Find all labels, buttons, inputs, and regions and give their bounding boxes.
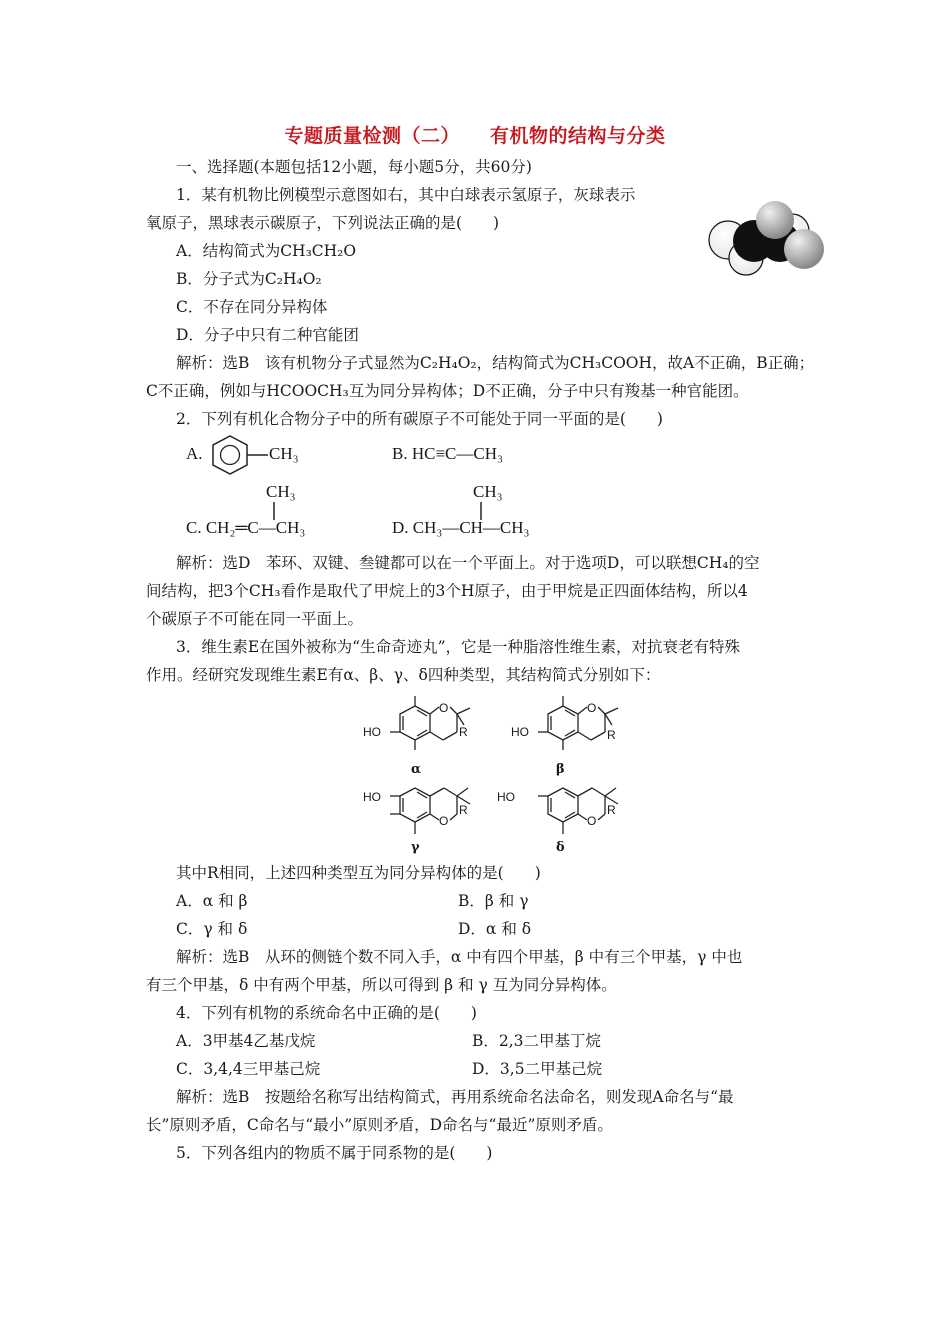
alpha-o: O [439, 701, 449, 715]
alpha-ho: HO [363, 725, 381, 739]
q4-answer-line2: 长”原则矛盾，C命名与“最小”原则矛盾，D命名与“最近”原则矛盾。 [146, 1116, 613, 1134]
label-delta: δ [556, 840, 565, 855]
q4-option-c: C．3,4,4三甲基己烷 [176, 1060, 321, 1078]
q2-stem: 2．下列有机化合物分子中的所有碳原子不可能处于同一平面的是( ) [176, 410, 663, 428]
q4-option-a: A．3甲基4乙基戊烷 [176, 1032, 316, 1050]
q1-option-a: A．结构简式为CH₃CH₂O [176, 242, 357, 260]
q1-stem-line1: 1．某有机物比例模型示意图如右，其中白球表示氢原子，灰球表示 [176, 186, 636, 204]
beta-r: R [607, 728, 616, 742]
q5-stem: 5．下列各组内的物质不属于同系物的是( ) [176, 1144, 493, 1162]
q3-stem-line3: 其中R相同，上述四种类型互为同分异构体的是( ) [176, 864, 541, 882]
oxygen-atom [784, 229, 824, 269]
benzene-ring-icon [210, 432, 270, 478]
q3-option-b: B．β 和 γ [458, 892, 529, 910]
beta-o: O [587, 701, 597, 715]
q1-option-b: B．分子式为C₂H₄O₂ [176, 270, 322, 288]
title-sub: 有机物的结构与分类 [490, 125, 666, 147]
q3-stem-line1: 3．维生素E在国外被称为“生命奇迹丸”，它是一种脂溶性维生素，对抗衰老有特殊 [176, 638, 741, 656]
q3-stem-line2: 作用。经研究发现维生素E有α、β、γ、δ四种类型，其结构简式分别如下： [146, 666, 661, 684]
q3-answer-line2: 有三个甲基，δ 中有两个甲基，所以可得到 β 和 γ 互为同分异构体。 [146, 976, 617, 994]
label-alpha: α [411, 762, 422, 777]
q2-answer-line2: 间结构，把3个CH₃看作是取代了甲烷上的3个H原子，由于甲烷是正四面体结构，所以4 [146, 582, 748, 600]
ball-model-figure [700, 196, 840, 276]
q3-option-c: C．γ 和 δ [176, 920, 248, 938]
q1-stem-line2: 氧原子，黑球表示碳原子，下列说法正确的是( ) [146, 214, 500, 232]
q2-answer-line1: 解析：选D 苯环、双键、叁键都可以在一个平面上。对于选项D，可以联想CH₄的空 [176, 554, 760, 572]
q2-option-d: D. CH₃—CH—CH₃ [392, 518, 530, 537]
oxygen-atom [756, 201, 794, 239]
q4-option-b: B．2,3二甲基丁烷 [472, 1032, 602, 1050]
q2-option-a-letter: A. [186, 444, 203, 463]
q3-answer-line1: 解析：选B 从环的侧链个数不同入手，α 中有四个甲基，β 中有三个甲基，γ 中也 [176, 948, 743, 966]
title-main: 专题质量检测（二） [284, 125, 460, 147]
label-gamma: γ [411, 840, 420, 855]
page-title [0, 121, 950, 148]
gamma-ho: HO [363, 790, 381, 804]
q4-answer-line1: 解析：选B 按题给名称写出结构简式，再用系统命名法命名，则发现A命名与“最 [176, 1088, 734, 1106]
beta-ho: HO [511, 725, 529, 739]
q1-option-c: C．不存在同分异构体 [176, 298, 328, 316]
delta-ho: HO [497, 790, 515, 804]
q1-option-d: D．分子中只有二种官能团 [176, 326, 359, 344]
delta-o: O [587, 814, 597, 828]
q2-option-a-methyl: CH₃ [269, 444, 299, 463]
q2-option-c-methyl: CH₃ [266, 482, 296, 501]
q2-option-c: C. CH₂═C—CH₃ [186, 518, 306, 537]
q3-option-d: D．α 和 δ [458, 920, 532, 938]
q1-answer-line2: C不正确，例如与HCOOCH₃互为同分异构体；D不正确，分子中只有羧基一种官能团。 [146, 382, 749, 400]
q4-option-d: D．3,5二甲基己烷 [472, 1060, 603, 1078]
q2-answer-line3: 个碳原子不可能在同一平面上。 [146, 610, 364, 628]
q2-option-b: B. HC≡C—CH₃ [392, 444, 503, 463]
gamma-r: R [459, 803, 468, 817]
q4-stem: 4．下列有机物的系统命名中正确的是( ) [176, 1004, 477, 1022]
delta-r: R [607, 803, 616, 817]
q3-option-a: A．α 和 β [176, 892, 248, 910]
label-beta: β [556, 762, 565, 777]
alpha-r: R [459, 725, 468, 739]
q1-answer-line1: 解析：选B 该有机物分子式显然为C₂H₄O₂，结构简式为CH₃COOH，故A不正确，B正确； [176, 354, 815, 372]
q2-option-d-methyl: CH₃ [473, 482, 503, 501]
gamma-o: O [439, 814, 449, 828]
section-heading: 一、选择题(本题包括12小题，每小题5分，共60分) [176, 158, 532, 176]
